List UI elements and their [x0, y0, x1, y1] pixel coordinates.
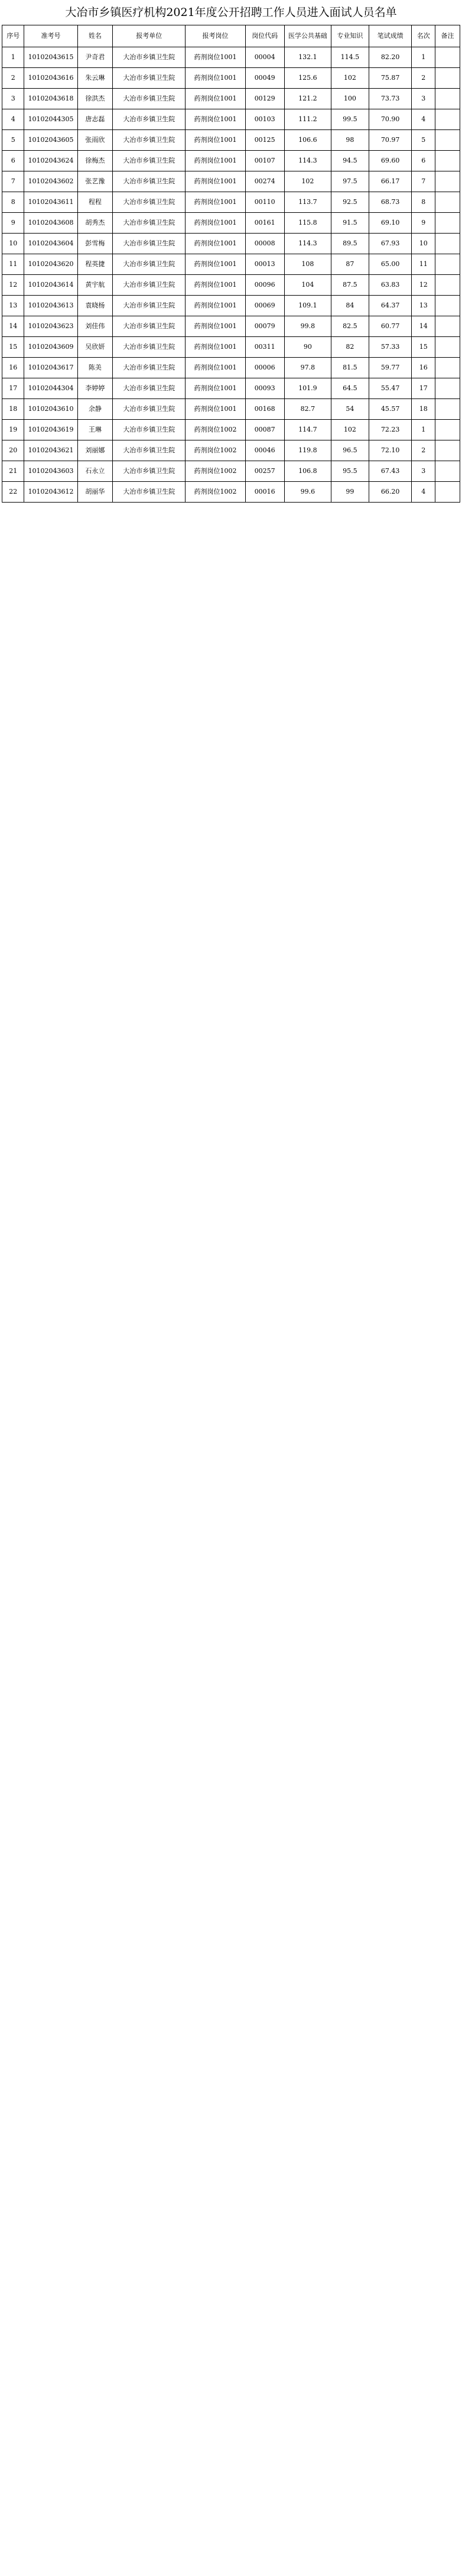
- cell-remarks: [435, 68, 460, 89]
- cell-applied-position: 药剂岗位1001: [186, 213, 245, 234]
- cell-rank: 16: [412, 358, 435, 378]
- cell-professional-score: 54: [331, 399, 369, 420]
- cell-remarks: [435, 254, 460, 275]
- cell-written-score: 59.77: [369, 358, 412, 378]
- table-row: [2, 171, 460, 192]
- cell-applied-unit: 大冶市乡镇卫生院: [113, 151, 186, 171]
- cell-exam-number: 10102043608: [24, 213, 77, 234]
- table-row: [2, 316, 460, 337]
- cell-applied-unit: 大冶市乡镇卫生院: [113, 378, 186, 399]
- cell-medical-basics-score: 90: [284, 337, 331, 358]
- cell-exam-number: 10102043623: [24, 316, 77, 337]
- cell-name: 刘丽娜: [77, 440, 112, 461]
- cell-index: 15: [2, 337, 24, 358]
- cell-position-code: 00016: [245, 482, 284, 503]
- cell-professional-score: 81.5: [331, 358, 369, 378]
- cell-index: 2: [2, 68, 24, 89]
- cell-professional-score: 99: [331, 482, 369, 503]
- cell-applied-unit: 大冶市乡镇卫生院: [113, 275, 186, 296]
- cell-written-score: 82.20: [369, 47, 412, 68]
- cell-exam-number: 10102043602: [24, 171, 77, 192]
- cell-professional-score: 84: [331, 296, 369, 316]
- column-header-professional-score: 专业知识: [331, 25, 369, 47]
- column-header-position-code: 岗位代码: [245, 25, 284, 47]
- cell-applied-position: 药剂岗位1001: [186, 47, 245, 68]
- cell-remarks: [435, 461, 460, 482]
- table-row: [2, 254, 460, 275]
- cell-applied-unit: 大冶市乡镇卫生院: [113, 234, 186, 254]
- cell-name: 刘佳伟: [77, 316, 112, 337]
- cell-written-score: 67.93: [369, 234, 412, 254]
- cell-index: 5: [2, 130, 24, 151]
- cell-rank: 2: [412, 68, 435, 89]
- cell-professional-score: 87.5: [331, 275, 369, 296]
- cell-written-score: 72.10: [369, 440, 412, 461]
- cell-index: 1: [2, 47, 24, 68]
- cell-remarks: [435, 440, 460, 461]
- cell-position-code: 00257: [245, 461, 284, 482]
- cell-professional-score: 114.5: [331, 47, 369, 68]
- cell-rank: 10: [412, 234, 435, 254]
- cell-index: 20: [2, 440, 24, 461]
- cell-professional-score: 82.5: [331, 316, 369, 337]
- cell-applied-unit: 大冶市乡镇卫生院: [113, 254, 186, 275]
- cell-remarks: [435, 296, 460, 316]
- cell-remarks: [435, 378, 460, 399]
- cell-professional-score: 102: [331, 420, 369, 440]
- cell-professional-score: 94.5: [331, 151, 369, 171]
- table-row: [2, 399, 460, 420]
- cell-applied-unit: 大冶市乡镇卫生院: [113, 47, 186, 68]
- cell-medical-basics-score: 121.2: [284, 89, 331, 109]
- cell-medical-basics-score: 82.7: [284, 399, 331, 420]
- cell-remarks: [435, 358, 460, 378]
- cell-remarks: [435, 213, 460, 234]
- cell-medical-basics-score: 132.1: [284, 47, 331, 68]
- cell-applied-unit: 大冶市乡镇卫生院: [113, 213, 186, 234]
- cell-position-code: 00129: [245, 89, 284, 109]
- cell-written-score: 72.23: [369, 420, 412, 440]
- cell-exam-number: 10102043619: [24, 420, 77, 440]
- table-row: [2, 109, 460, 130]
- cell-applied-position: 药剂岗位1002: [186, 482, 245, 503]
- cell-exam-number: 10102043612: [24, 482, 77, 503]
- cell-applied-unit: 大冶市乡镇卫生院: [113, 171, 186, 192]
- cell-remarks: [435, 316, 460, 337]
- cell-exam-number: 10102043604: [24, 234, 77, 254]
- cell-medical-basics-score: 108: [284, 254, 331, 275]
- table-row: [2, 482, 460, 503]
- cell-rank: 1: [412, 47, 435, 68]
- cell-professional-score: 95.5: [331, 461, 369, 482]
- cell-exam-number: 10102043624: [24, 151, 77, 171]
- cell-applied-position: 药剂岗位1001: [186, 68, 245, 89]
- cell-position-code: 00125: [245, 130, 284, 151]
- cell-applied-position: 药剂岗位1001: [186, 171, 245, 192]
- cell-remarks: [435, 482, 460, 503]
- column-header-index: 序号: [2, 25, 24, 47]
- cell-applied-position: 药剂岗位1002: [186, 420, 245, 440]
- cell-medical-basics-score: 102: [284, 171, 331, 192]
- table-row: [2, 192, 460, 213]
- cell-index: 19: [2, 420, 24, 440]
- cell-medical-basics-score: 119.8: [284, 440, 331, 461]
- cell-name: 唐志磊: [77, 109, 112, 130]
- cell-remarks: [435, 109, 460, 130]
- cell-written-score: 57.33: [369, 337, 412, 358]
- cell-written-score: 60.77: [369, 316, 412, 337]
- cell-medical-basics-score: 111.2: [284, 109, 331, 130]
- column-header-applied-unit: 报考单位: [113, 25, 186, 47]
- cell-index: 6: [2, 151, 24, 171]
- cell-applied-unit: 大冶市乡镇卫生院: [113, 109, 186, 130]
- cell-rank: 4: [412, 482, 435, 503]
- cell-name: 朱云琳: [77, 68, 112, 89]
- cell-written-score: 66.20: [369, 482, 412, 503]
- cell-remarks: [435, 130, 460, 151]
- cell-exam-number: 10102043609: [24, 337, 77, 358]
- cell-applied-unit: 大冶市乡镇卫生院: [113, 130, 186, 151]
- cell-medical-basics-score: 109.1: [284, 296, 331, 316]
- cell-index: 9: [2, 213, 24, 234]
- table-row: [2, 378, 460, 399]
- cell-index: 14: [2, 316, 24, 337]
- cell-position-code: 00046: [245, 440, 284, 461]
- cell-rank: 6: [412, 151, 435, 171]
- cell-remarks: [435, 47, 460, 68]
- cell-exam-number: 10102043605: [24, 130, 77, 151]
- cell-applied-unit: 大冶市乡镇卫生院: [113, 461, 186, 482]
- cell-medical-basics-score: 99.6: [284, 482, 331, 503]
- column-header-applied-position: 报考岗位: [186, 25, 245, 47]
- cell-written-score: 67.43: [369, 461, 412, 482]
- cell-medical-basics-score: 113.7: [284, 192, 331, 213]
- cell-remarks: [435, 192, 460, 213]
- cell-written-score: 45.57: [369, 399, 412, 420]
- cell-applied-unit: 大冶市乡镇卫生院: [113, 337, 186, 358]
- cell-name: 徐梅杰: [77, 151, 112, 171]
- table-row: [2, 47, 460, 68]
- cell-written-score: 73.73: [369, 89, 412, 109]
- cell-written-score: 69.60: [369, 151, 412, 171]
- cell-exam-number: 10102044305: [24, 109, 77, 130]
- cell-index: 8: [2, 192, 24, 213]
- cell-applied-unit: 大冶市乡镇卫生院: [113, 358, 186, 378]
- cell-position-code: 00004: [245, 47, 284, 68]
- cell-rank: 17: [412, 378, 435, 399]
- cell-written-score: 69.10: [369, 213, 412, 234]
- cell-index: 22: [2, 482, 24, 503]
- cell-rank: 9: [412, 213, 435, 234]
- cell-professional-score: 92.5: [331, 192, 369, 213]
- cell-exam-number: 10102043603: [24, 461, 77, 482]
- cell-rank: 1: [412, 420, 435, 440]
- cell-position-code: 00096: [245, 275, 284, 296]
- cell-written-score: 66.17: [369, 171, 412, 192]
- cell-exam-number: 10102043617: [24, 358, 77, 378]
- cell-rank: 8: [412, 192, 435, 213]
- document-title: 大冶市乡镇医疗机构2021年度公开招聘工作人员进入面试人员名单: [65, 6, 397, 19]
- column-header-written-score: 笔试成绩: [369, 25, 412, 47]
- table-row: [2, 68, 460, 89]
- cell-exam-number: 10102043618: [24, 89, 77, 109]
- cell-written-score: 70.97: [369, 130, 412, 151]
- cell-medical-basics-score: 104: [284, 275, 331, 296]
- cell-remarks: [435, 420, 460, 440]
- table-body: [2, 47, 460, 503]
- cell-position-code: 00069: [245, 296, 284, 316]
- table-row: [2, 234, 460, 254]
- cell-name: 程程: [77, 192, 112, 213]
- cell-position-code: 00311: [245, 337, 284, 358]
- column-header-remarks: 备注: [435, 25, 460, 47]
- table-row: [2, 151, 460, 171]
- cell-exam-number: 10102043613: [24, 296, 77, 316]
- cell-name: 陈美: [77, 358, 112, 378]
- cell-medical-basics-score: 101.9: [284, 378, 331, 399]
- cell-name: 张雨欣: [77, 130, 112, 151]
- cell-professional-score: 89.5: [331, 234, 369, 254]
- cell-name: 尹奇君: [77, 47, 112, 68]
- cell-name: 李婷婷: [77, 378, 112, 399]
- cell-name: 吴欣妍: [77, 337, 112, 358]
- column-header-medical-basics-score: 医学公共基础: [284, 25, 331, 47]
- cell-applied-unit: 大冶市乡镇卫生院: [113, 316, 186, 337]
- cell-rank: 14: [412, 316, 435, 337]
- document-page: [0, 0, 462, 503]
- table-row: [2, 296, 460, 316]
- cell-remarks: [435, 275, 460, 296]
- cell-name: 王琳: [77, 420, 112, 440]
- cell-written-score: 70.90: [369, 109, 412, 130]
- cell-index: 10: [2, 234, 24, 254]
- cell-rank: 4: [412, 109, 435, 130]
- table-row: [2, 89, 460, 109]
- cell-index: 11: [2, 254, 24, 275]
- column-header-rank: 名次: [412, 25, 435, 47]
- cell-written-score: 55.47: [369, 378, 412, 399]
- cell-remarks: [435, 234, 460, 254]
- cell-applied-position: 药剂岗位1001: [186, 316, 245, 337]
- cell-index: 12: [2, 275, 24, 296]
- cell-applied-position: 药剂岗位1001: [186, 89, 245, 109]
- table-row: [2, 130, 460, 151]
- table-row: [2, 440, 460, 461]
- cell-name: 程英捷: [77, 254, 112, 275]
- cell-exam-number: 10102043611: [24, 192, 77, 213]
- cell-exam-number: 10102043615: [24, 47, 77, 68]
- cell-written-score: 68.73: [369, 192, 412, 213]
- cell-applied-position: 药剂岗位1001: [186, 378, 245, 399]
- cell-exam-number: 10102043610: [24, 399, 77, 420]
- cell-index: 18: [2, 399, 24, 420]
- cell-applied-position: 药剂岗位1001: [186, 109, 245, 130]
- cell-rank: 5: [412, 130, 435, 151]
- cell-remarks: [435, 89, 460, 109]
- cell-professional-score: 91.5: [331, 213, 369, 234]
- cell-remarks: [435, 399, 460, 420]
- cell-rank: 2: [412, 440, 435, 461]
- cell-position-code: 00107: [245, 151, 284, 171]
- cell-position-code: 00008: [245, 234, 284, 254]
- cell-name: 徐洪杰: [77, 89, 112, 109]
- cell-index: 4: [2, 109, 24, 130]
- cell-position-code: 00168: [245, 399, 284, 420]
- cell-index: 3: [2, 89, 24, 109]
- cell-remarks: [435, 151, 460, 171]
- cell-rank: 11: [412, 254, 435, 275]
- cell-rank: 12: [412, 275, 435, 296]
- cell-applied-position: 药剂岗位1001: [186, 296, 245, 316]
- cell-medical-basics-score: 125.6: [284, 68, 331, 89]
- cell-applied-position: 药剂岗位1001: [186, 399, 245, 420]
- cell-written-score: 64.37: [369, 296, 412, 316]
- cell-medical-basics-score: 99.8: [284, 316, 331, 337]
- cell-name: 张艺豫: [77, 171, 112, 192]
- cell-position-code: 00093: [245, 378, 284, 399]
- cell-remarks: [435, 337, 460, 358]
- cell-applied-position: 药剂岗位1001: [186, 130, 245, 151]
- cell-exam-number: 10102043616: [24, 68, 77, 89]
- cell-professional-score: 100: [331, 89, 369, 109]
- cell-professional-score: 97.5: [331, 171, 369, 192]
- cell-applied-position: 药剂岗位1002: [186, 461, 245, 482]
- cell-name: 黄宇航: [77, 275, 112, 296]
- cell-applied-unit: 大冶市乡镇卫生院: [113, 440, 186, 461]
- cell-medical-basics-score: 114.3: [284, 234, 331, 254]
- table-row: [2, 213, 460, 234]
- cell-applied-position: 药剂岗位1001: [186, 275, 245, 296]
- cell-written-score: 75.87: [369, 68, 412, 89]
- cell-applied-position: 药剂岗位1001: [186, 234, 245, 254]
- cell-applied-position: 药剂岗位1002: [186, 440, 245, 461]
- column-header-name: 姓名: [77, 25, 112, 47]
- cell-rank: 3: [412, 89, 435, 109]
- cell-name: 胡丽华: [77, 482, 112, 503]
- cell-professional-score: 87: [331, 254, 369, 275]
- cell-name: 袁晓杨: [77, 296, 112, 316]
- cell-name: 胡秀杰: [77, 213, 112, 234]
- cell-medical-basics-score: 114.3: [284, 151, 331, 171]
- cell-professional-score: 82: [331, 337, 369, 358]
- table-header-row: [2, 25, 460, 47]
- cell-applied-position: 药剂岗位1001: [186, 358, 245, 378]
- cell-medical-basics-score: 115.8: [284, 213, 331, 234]
- cell-rank: 3: [412, 461, 435, 482]
- cell-medical-basics-score: 114.7: [284, 420, 331, 440]
- cell-rank: 13: [412, 296, 435, 316]
- cell-applied-unit: 大冶市乡镇卫生院: [113, 399, 186, 420]
- cell-professional-score: 64.5: [331, 378, 369, 399]
- cell-rank: 18: [412, 399, 435, 420]
- cell-applied-position: 药剂岗位1001: [186, 337, 245, 358]
- column-header-exam-number: 准考号: [24, 25, 77, 47]
- cell-position-code: 00079: [245, 316, 284, 337]
- cell-applied-unit: 大冶市乡镇卫生院: [113, 420, 186, 440]
- candidate-table: [2, 25, 460, 503]
- cell-exam-number: 10102043614: [24, 275, 77, 296]
- table-row: [2, 275, 460, 296]
- cell-exam-number: 10102043620: [24, 254, 77, 275]
- table-row: [2, 420, 460, 440]
- cell-medical-basics-score: 97.8: [284, 358, 331, 378]
- cell-professional-score: 102: [331, 68, 369, 89]
- table-row: [2, 358, 460, 378]
- cell-name: 余静: [77, 399, 112, 420]
- table-row: [2, 337, 460, 358]
- cell-medical-basics-score: 106.8: [284, 461, 331, 482]
- cell-applied-unit: 大冶市乡镇卫生院: [113, 89, 186, 109]
- cell-applied-position: 药剂岗位1001: [186, 254, 245, 275]
- cell-position-code: 00103: [245, 109, 284, 130]
- cell-professional-score: 99.5: [331, 109, 369, 130]
- cell-index: 7: [2, 171, 24, 192]
- cell-name: 石永立: [77, 461, 112, 482]
- cell-exam-number: 10102043621: [24, 440, 77, 461]
- cell-position-code: 00161: [245, 213, 284, 234]
- cell-applied-unit: 大冶市乡镇卫生院: [113, 296, 186, 316]
- cell-rank: 7: [412, 171, 435, 192]
- cell-written-score: 65.00: [369, 254, 412, 275]
- cell-index: 13: [2, 296, 24, 316]
- cell-position-code: 00274: [245, 171, 284, 192]
- cell-position-code: 00013: [245, 254, 284, 275]
- cell-index: 16: [2, 358, 24, 378]
- table-row: [2, 461, 460, 482]
- cell-position-code: 00006: [245, 358, 284, 378]
- cell-professional-score: 96.5: [331, 440, 369, 461]
- cell-position-code: 00110: [245, 192, 284, 213]
- cell-medical-basics-score: 106.6: [284, 130, 331, 151]
- cell-applied-unit: 大冶市乡镇卫生院: [113, 482, 186, 503]
- cell-index: 21: [2, 461, 24, 482]
- cell-remarks: [435, 171, 460, 192]
- cell-applied-position: 药剂岗位1001: [186, 192, 245, 213]
- cell-professional-score: 98: [331, 130, 369, 151]
- cell-name: 彭雪梅: [77, 234, 112, 254]
- cell-position-code: 00049: [245, 68, 284, 89]
- cell-position-code: 00087: [245, 420, 284, 440]
- cell-index: 17: [2, 378, 24, 399]
- cell-applied-unit: 大冶市乡镇卫生院: [113, 192, 186, 213]
- cell-applied-unit: 大冶市乡镇卫生院: [113, 68, 186, 89]
- cell-written-score: 63.83: [369, 275, 412, 296]
- cell-applied-position: 药剂岗位1001: [186, 151, 245, 171]
- cell-rank: 15: [412, 337, 435, 358]
- cell-exam-number: 10102044304: [24, 378, 77, 399]
